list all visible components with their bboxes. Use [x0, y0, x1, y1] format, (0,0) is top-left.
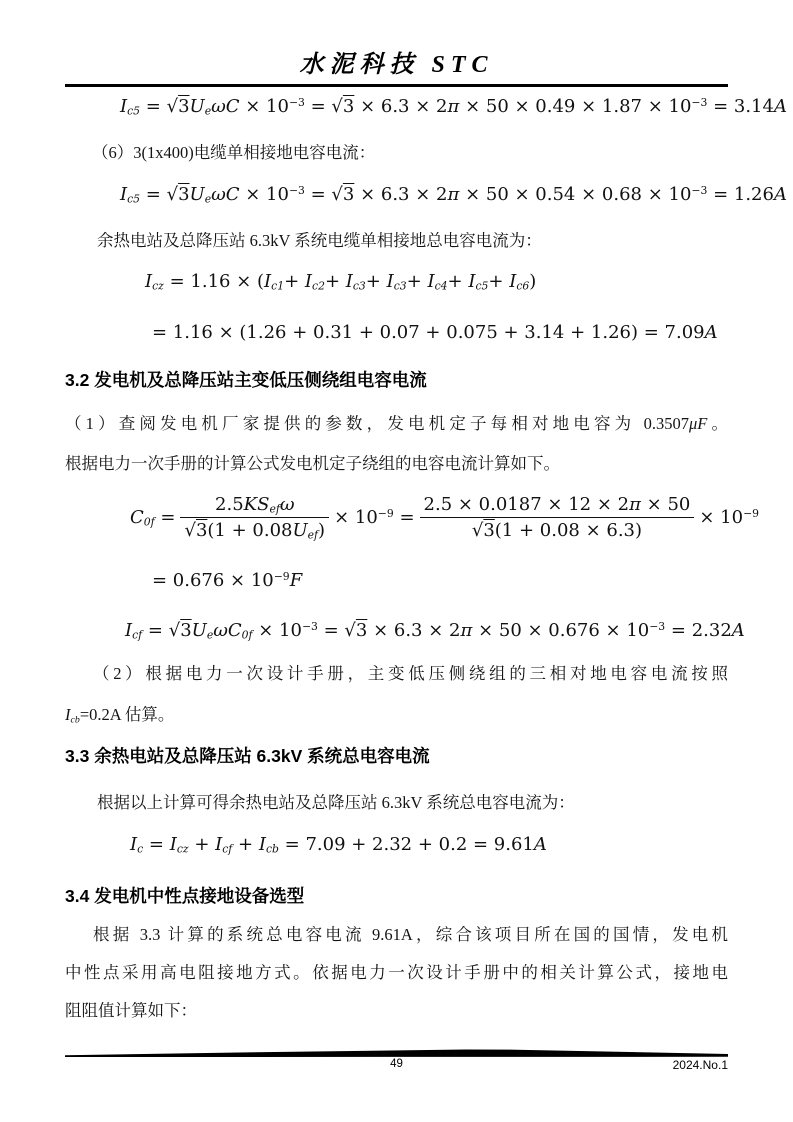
para-2-line-1: （2）根据电力一次设计手册，主变低压侧绕组的三相对地电容电流按照 [93, 664, 728, 683]
fraction-symbolic-denominator: $√3(1 + 0.08U_{ef})$ [180, 517, 329, 541]
footer-rule [65, 1049, 728, 1058]
formula-c0f-result: = $0.676 \times 10^{-9}F$ [152, 570, 303, 591]
formula-icz-symbolic: $I_{cz} = 1.16 \times (I_{c1}+ I_{c2}+ I_{c3}+ I_{c3}+ I_{c4}+ I_{c5}+ I_{c6})$ [145, 271, 537, 293]
total-current-intro: 根据以上计算可得余热电站及总降压站 6.3kV 系统总电容电流为： [97, 793, 575, 812]
formula-ic5-cable5: $I_{c5} = √3U_e\omega C \times 10^{-3} = √3 \times 6.3 \times 2\pi \times 50 \times 0.49 \times 1.87 \times 10^{-3} = 3.14A$ [120, 96, 787, 118]
section-heading-3-4: 3.4 发电机中性点接地设备选型 [65, 886, 305, 906]
para-3-line-3: 阻阻值计算如下： [65, 1001, 197, 1020]
item-6-label: （6）3(1x400)电缆单相接地电容电流： [92, 143, 376, 162]
formula-icz-numeric: = 1.16 × (1.26 + 0.31 + 0.07 + 0.075 + 3.14 + 1.26) = 7.09A [152, 322, 718, 343]
cable-total-intro: 余热电站及总降压站 6.3kV 系统电缆单相接地总电容电流为： [97, 231, 542, 250]
para-1-line-2: 根据电力一次手册的计算公式发电机定子绕组的电容电流计算如下。 [65, 454, 560, 473]
page-number: 49 [390, 1058, 403, 1070]
para-3-line-2: 中性点采用高电阻接地方式。依据电力一次设计手册中的相关计算公式，接地电 [65, 963, 728, 982]
fraction-symbolic [180, 494, 329, 541]
fraction-numeric-numerator: 2.5 × 0.0187 × 12 × 2π × 50 [423, 494, 691, 515]
section-heading-3-2: 3.2 发电机及总降压站主变低压侧绕组电容电流 [65, 370, 427, 390]
para-1-line-1: （1）查阅发电机厂家提供的参数，发电机定子每相对地电容为 0.3507μF。 [65, 414, 729, 433]
fraction-numeric-denominator: √3(1 + 0.08 × 6.3) [420, 517, 695, 541]
fraction-numeric [420, 494, 695, 541]
issue-label: 2024.No.1 [672, 1058, 728, 1072]
fraction-symbolic-numerator: $2.5KS_{ef}\omega$ [215, 494, 295, 516]
formula-ic5-cable6: $I_{c5} = √3U_e\omega C \times 10^{-3} = √3 \times 6.3 \times 2\pi \times 50 \times 0.54 \times 0.68 \times 10^{-3} = 1.26A$ [120, 184, 787, 206]
section-heading-3-3: 3.3 余热电站及总降压站 6.3kV 系统总电容电流 [65, 746, 430, 766]
formula-c0f-mid: × $10^{-9}$ = [334, 507, 415, 528]
formula-c0f-post: × $10^{-9}$ [699, 507, 759, 528]
formula-ic-total: $I_c = I_{cz} + I_{cf} + I_{cb} = 7.09 + 2.32 + 0.2 = 9.61A$ [130, 834, 547, 856]
formula-icf: $I_{cf} = √3U_e\omega C_{0f} \times 10^{-3} = √3 \times 6.3 \times 2\pi \times 50 \times 0.676 \times 10^{-3} = 2.32A$ [125, 620, 745, 642]
formula-c0f-lhs: $C_{0f}$ = [130, 507, 176, 529]
formula-c0f [130, 494, 759, 541]
para-3-line-1: 根据 3.3 计算的系统总电容电流 9.61A，综合该项目所在国的国情，发电机 [93, 925, 728, 944]
para-2-line-2: $I_{cb}=0.2A$ 估算。 [65, 705, 175, 726]
header-rule [65, 84, 728, 87]
journal-title: 水泥科技 STC [299, 52, 494, 78]
